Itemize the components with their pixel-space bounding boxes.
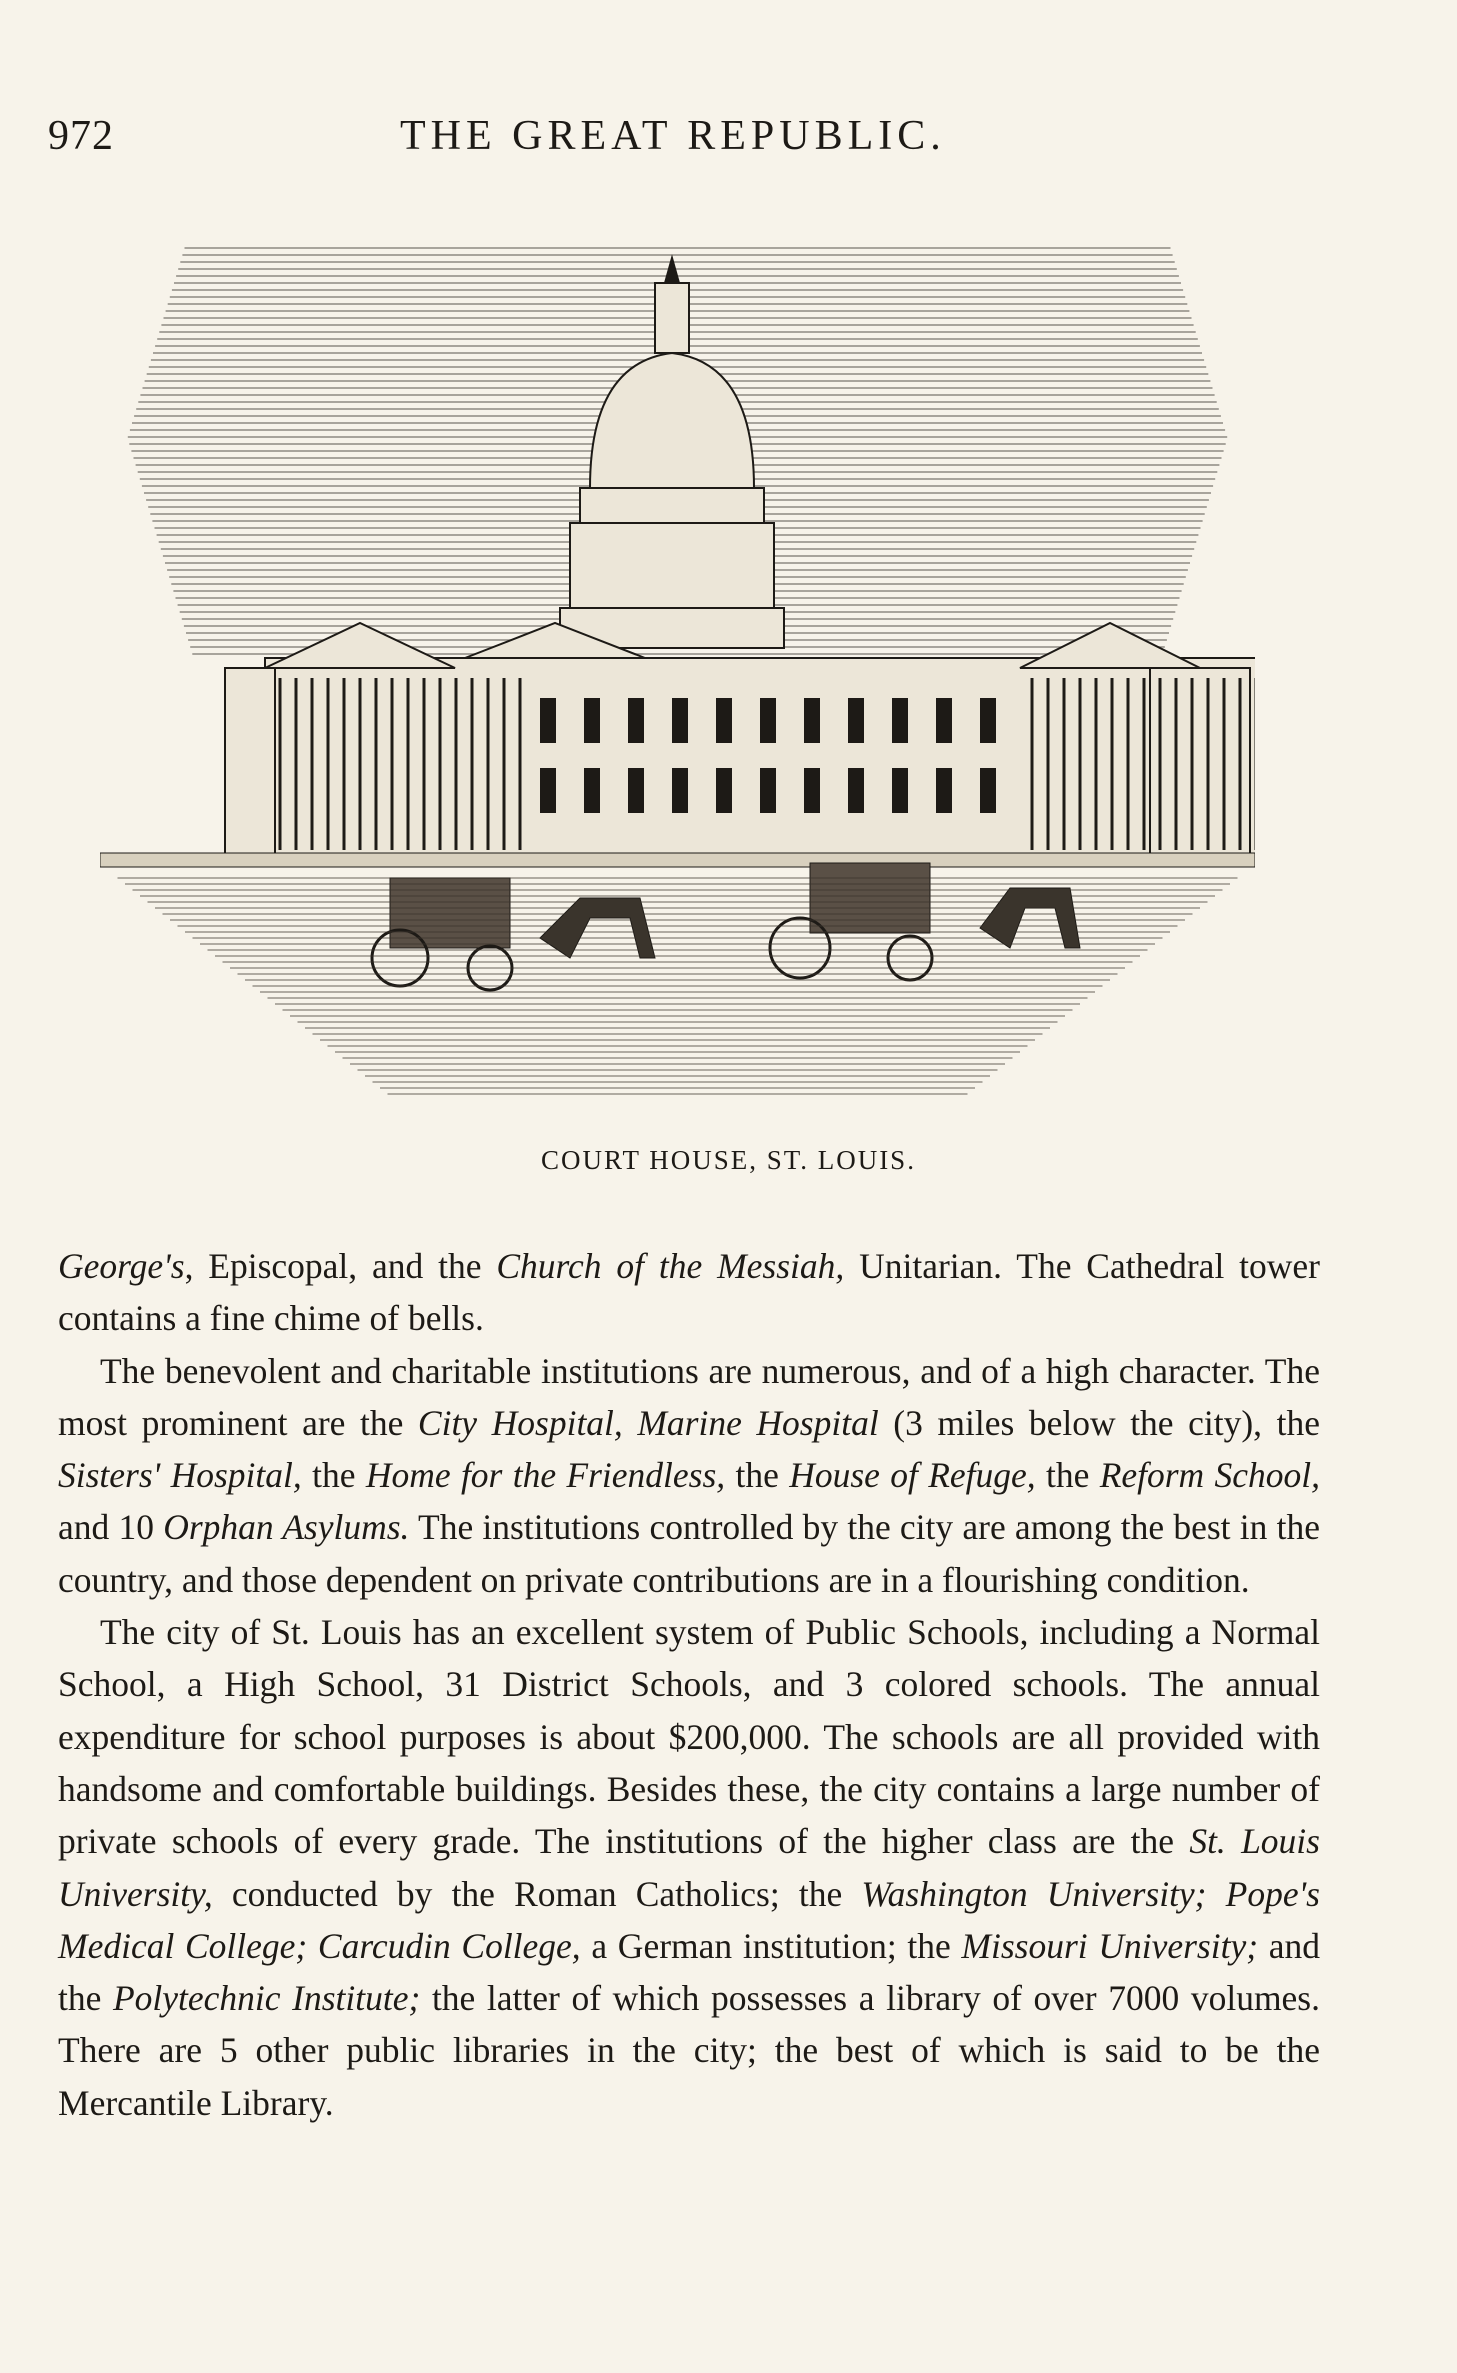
window — [936, 698, 952, 743]
window — [804, 698, 820, 743]
text-run: the — [301, 1455, 366, 1496]
running-title: THE GREAT REPUBLIC. — [400, 113, 946, 159]
text-run: Home for the Friendless, — [365, 1455, 726, 1496]
text-run: and 10 — [58, 1507, 164, 1548]
page-number: 972 — [48, 113, 114, 159]
window — [760, 698, 776, 743]
paragraph-2 — [58, 1345, 1320, 1606]
text-run: George's — [58, 1246, 185, 1286]
text-run: and the — [58, 1925, 1320, 2019]
window — [628, 768, 644, 813]
text-run: conducted by the Roman Catholics; the — [212, 1873, 862, 1914]
window — [892, 768, 908, 813]
text-run: The city of St. Louis has an excellent system of Public Schools, including a Normal School, a High School, 31 District Schools, and 3 colored schools. The annual expenditure for school purposes is about $200,000. The schools are all provided with handsome and comfortable buildings. Besides these, the city contains a large number of private schools of every grade. The institutions of the higher class are the — [58, 1612, 1320, 1862]
window — [892, 698, 908, 743]
window — [848, 768, 864, 813]
text-run: The benevolent and charitable institutions are numerous, and of a high character. The most prominent are the — [58, 1350, 1320, 1443]
window — [584, 768, 600, 813]
text-run: St. Louis University, — [58, 1821, 1320, 1914]
window — [716, 698, 732, 743]
text-run: Church of the Messiah, — [496, 1246, 845, 1286]
text-run: , Episcopal, and the — [184, 1246, 497, 1286]
page-header — [48, 112, 1348, 172]
court-house-engraving — [100, 238, 1255, 1098]
text-run: House of Refuge, — [789, 1455, 1036, 1496]
window — [936, 768, 952, 813]
window — [540, 768, 556, 813]
street-scene — [100, 853, 1255, 990]
paragraph-1 — [58, 1240, 1320, 1345]
text-run: (3 miles below the city), the — [878, 1402, 1320, 1443]
court-house-building — [225, 258, 1255, 858]
text-run: Unitarian. The Cathedral tower contains a fine chime of bells. — [58, 1246, 1320, 1339]
text-run: the — [725, 1455, 790, 1496]
text-run: the — [1035, 1455, 1100, 1496]
window — [584, 698, 600, 743]
text-run: Missouri University; — [961, 1925, 1259, 1966]
carriage-left — [372, 878, 655, 990]
window — [628, 698, 644, 743]
paragraph-3 — [58, 1606, 1320, 2129]
window — [540, 698, 556, 743]
text-run: Washington University; Pope's Medical College; Carcudin College, — [58, 1873, 1320, 1966]
body-text — [58, 1240, 1320, 2129]
text-run: Reform School, — [1099, 1455, 1321, 1496]
window — [760, 768, 776, 813]
text-run: a German institution; the — [580, 1925, 962, 1966]
figure-caption: COURT HOUSE, ST. LOUIS. — [541, 1145, 916, 1175]
text-run: City Hospital, Marine Hospital — [417, 1402, 879, 1443]
window — [980, 698, 996, 743]
window — [672, 698, 688, 743]
text-run: The institutions controlled by the city are among the best in the country, and those dependent on private contributions are in a flourishing condition. — [58, 1507, 1320, 1600]
text-run: Polytechnic Institute; — [112, 1978, 421, 2019]
window — [804, 768, 820, 813]
window — [672, 768, 688, 813]
window — [716, 768, 732, 813]
text-run: Orphan Asylums. — [163, 1507, 410, 1548]
text-run: Sisters' Hospital, — [58, 1455, 302, 1496]
text-run: the latter of which possesses a library of over 7000 volumes. There are 5 other public libraries in the city; the best of which is said to be the Mercantile Library. — [58, 1978, 1321, 2123]
window — [848, 698, 864, 743]
window — [980, 768, 996, 813]
